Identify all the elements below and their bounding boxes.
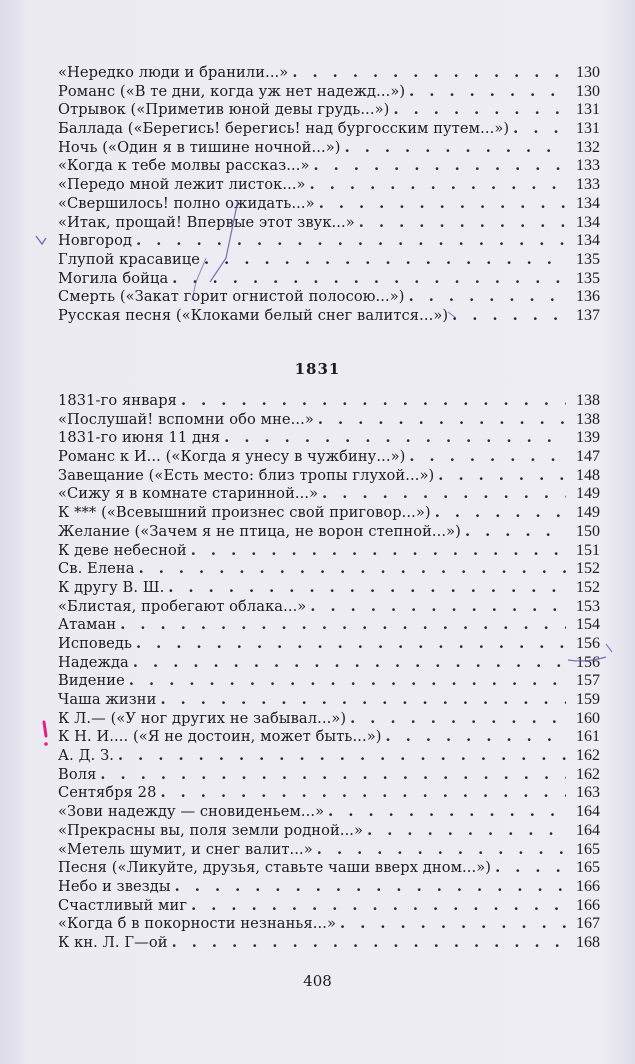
toc-entry-page: 167 [576,915,600,933]
toc-entry-page: 138 [576,392,600,409]
toc-entry-title: Песня («Ликуйте, друзья, ставьте чаши вверх дном...») [58,859,492,877]
toc-entry-page: 139 [576,429,600,447]
toc-entry-page: 134 [576,194,600,212]
pencil-stroke [606,644,612,652]
toc-entry-title: Романс («В те дни, когда уж нет надежд...») [58,82,406,100]
toc-entry-title: Отрывок («Приметив юной девы грудь...») [58,101,390,119]
toc-entry-page: 130 [576,82,600,100]
toc-entry-page: 153 [576,597,600,615]
toc-entry-title: «Послушай! вспомни обо мне...» [58,410,314,428]
toc-entry-page: 154 [576,616,600,634]
toc-entry-title: Воля [58,765,97,783]
toc-entry-title: «Прекрасны вы, поля земли родной...» [58,821,364,839]
toc-entry-page: 131 [576,101,600,119]
toc-entry-title: Св. Елена [58,560,135,578]
toc-entry-page: 149 [576,485,600,503]
toc-entry-page: 135 [576,269,600,287]
toc-entry-title: К Л.— («У ног других не забывал...») [58,709,347,727]
toc-entry-page: 152 [576,578,600,596]
toc-entry-title: Русская песня («Клоками белый снег валится...») [58,306,449,324]
toc-entry-page: 164 [576,821,600,839]
toc-entry-title: К деве небесной [58,541,187,559]
toc-entry-title: «Нередко люди и бранили...» [58,64,289,81]
toc-entry-title: 1831-го июня 11 дня [58,429,221,447]
toc-entry-page: 152 [576,560,600,578]
toc-entry-page: 165 [576,859,600,877]
toc-entry-title: Ночь («Один я в тишине ночной...») [58,138,341,156]
toc-entry-title: Могила бойца [58,269,169,287]
page-number: 408 [303,972,332,990]
toc-entry-page: 133 [576,176,600,194]
toc-entry-title: Завещание («Есть место: близ тропы глухой...») [58,466,435,484]
pencil-stroke [448,312,456,318]
toc-entry-page: 168 [576,933,600,951]
toc-entry-page: 157 [576,672,600,690]
pencil-checkmark [36,236,46,244]
toc-entry-page: 133 [576,157,600,175]
toc-entry-title: Глупой красавице [58,250,201,268]
toc-entry-page: 163 [576,784,600,802]
toc-entry-page: 166 [576,896,600,914]
toc-entry-page: 149 [576,504,600,522]
toc-entry-title: К кн. Л. Г—ой [58,933,168,951]
toc-entry-title: «Зови надежду — сновиденьем...» [58,803,325,821]
highlighter-dot [44,742,48,746]
toc-entry-page: 150 [576,522,600,540]
toc-entry-page: 134 [576,213,600,231]
toc-entry-title: А. Д. З. [58,747,115,765]
pencil-stroke [192,258,206,300]
toc-entry-page: 156 [576,653,600,671]
pencil-underline [568,657,606,661]
toc-entry-page: 164 [576,803,600,821]
toc-entry-title: «Свершилось! полно ожидать...» [58,194,315,212]
highlighter-mark [44,722,46,736]
toc-entry-page: 130 [576,64,600,81]
toc-entry-title: Видение [58,672,125,690]
toc-entry-page: 165 [576,840,600,858]
toc-entry-page: 132 [576,138,600,156]
toc-entry-title: Сентября 28 [58,784,157,802]
toc-entry-title: «Когда б в покорности незнанья...» [58,915,337,933]
toc-entry-title: К *** («Всевышний произнес свой приговор...») [58,504,431,522]
toc-entry-title: Надежда [58,653,129,671]
pencil-stroke [210,200,238,282]
toc-entry-title: Атаман [58,616,117,634]
toc-entry-title: Чаша жизни [58,691,157,708]
toc-entry-title: Баллада («Берегись! берегись! над бургосским путем...») [58,120,510,138]
toc-entry-title: Исповедь [58,634,132,652]
toc-entry-title: Романс к И... («Когда я унесу в чужбину...») [58,448,406,466]
toc-entry-page: 148 [576,466,600,484]
toc-entry-title: Небо и звезды [58,877,171,895]
toc-entry-page: 135 [576,250,600,268]
toc-entry-page: 138 [576,410,600,428]
toc-entry-page: 137 [576,306,600,324]
toc-entry-page: 131 [576,120,600,138]
toc-entry-page: 159 [576,691,600,708]
toc-entry-title: Смерть («Закат горит огнистой полосою...») [58,288,405,306]
toc-entry-title: «Итак, прощай! Впервые этот звук...» [58,213,355,231]
toc-entry-page: 160 [576,709,600,727]
toc-entry-title: «Сижу я в комнате старинной...» [58,485,319,503]
toc-entry-page: 151 [576,541,600,559]
toc-entry-page: 134 [576,232,600,250]
year-heading: 1831 [294,360,341,378]
toc-entry-title: «Метель шумит, и снег валит...» [58,840,313,858]
toc-entry-page: 136 [576,288,600,306]
toc-entry-page: 156 [576,634,600,652]
toc-entry-title: К другу В. Ш. [58,578,165,596]
toc-entry-title: 1831-го января [58,392,177,409]
toc-entry-title: «Передо мной лежит листок...» [58,176,306,194]
toc-entry-title: «Когда к тебе молвы рассказ...» [58,157,310,175]
toc-entry-page: 162 [576,747,600,765]
toc-entry-page: 162 [576,765,600,783]
toc-entry-page: 147 [576,448,600,466]
toc-entry-title: «Блистая, пробегают облака...» [58,597,307,615]
toc-entry-title: К Н. И.... («Я не достоин, может быть...») [58,728,382,746]
toc-entry-title: Новгород [58,232,133,250]
toc-entry-title: Желание («Зачем я не птица, не ворон степной...») [58,522,461,540]
toc-entry-title: Счастливый миг [58,896,188,914]
toc-entry-page: 166 [576,877,600,895]
toc-entry-page: 161 [576,728,600,746]
